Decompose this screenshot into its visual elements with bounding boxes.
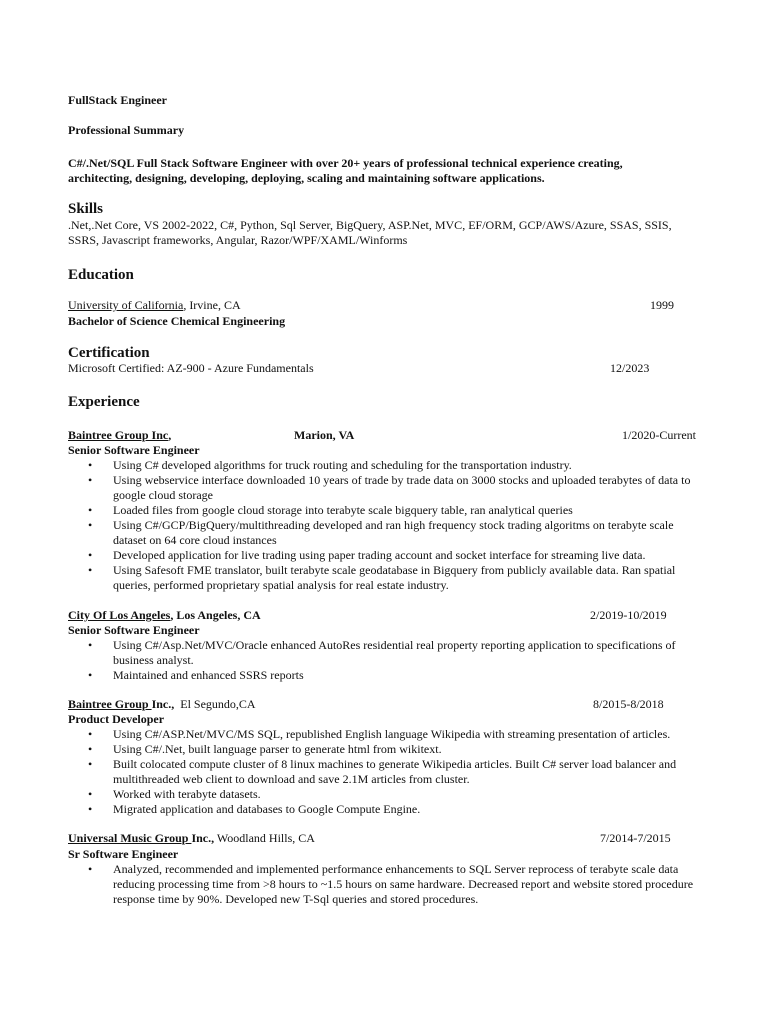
job-bullets bbox=[68, 638, 708, 683]
job-company: City Of Los Angeles bbox=[68, 608, 171, 622]
education-line bbox=[68, 298, 241, 313]
list-item: • Using C#/ASP.Net/MVC/MS SQL, republished English language Wikipedia with streaming presentation of articles. bbox=[68, 727, 708, 742]
list-item: • Built colocated compute cluster of 8 linux machines to generate Wikipedia articles. Built C# server load balancer and multithreaded web client to download and save 2.1M articles from cluster. bbox=[68, 757, 708, 787]
job-company: Universal Music Group bbox=[68, 831, 192, 845]
skills-text: .Net,.Net Core, VS 2002-2022, C#, Python, Sql Server, BigQuery, ASP.Net, MVC, EF/ORM, GCP/AWS/Azure, SSAS, SSIS, SSRS, Javascript frameworks, Angular, Razor/WPF/XAML/Winforms bbox=[68, 218, 672, 247]
certification-date: 12/2023 bbox=[610, 361, 650, 375]
job-role: Sr Software Engineer bbox=[68, 847, 179, 861]
job-company-suffix: , Los Angeles, CA bbox=[170, 608, 261, 622]
job-role: Senior Software Engineer bbox=[68, 623, 200, 637]
skills-heading: Skills bbox=[68, 201, 104, 217]
list-item: • Loaded files from google cloud storage into terabyte scale bigquery table, ran analytical queries bbox=[68, 503, 708, 518]
job-company-suffix: Inc., bbox=[151, 697, 175, 711]
job-company-line bbox=[68, 428, 171, 443]
list-item: • Using C#/Asp.Net/MVC/Oracle enhanced AutoRes residential real property reporting application to specifications of business analyst. bbox=[68, 638, 708, 668]
school-location: , Irvine, CA bbox=[183, 298, 241, 312]
job-company: Baintree Group Inc bbox=[68, 428, 169, 442]
education-year: 1999 bbox=[650, 298, 674, 312]
list-item: • Using C#/.Net, built language parser to generate html from wikitext. bbox=[68, 742, 708, 757]
job-bullets bbox=[68, 862, 708, 907]
job-location: El Segundo,CA bbox=[174, 697, 256, 711]
list-item: • Using C#/GCP/BigQuery/multithreading developed and ran high frequency stock trading algoritms on terabyte scale dataset on 64 core cloud instances bbox=[68, 518, 708, 548]
job-dates: 8/2015-8/2018 bbox=[593, 697, 664, 711]
job-company-line bbox=[68, 831, 315, 846]
list-item: • Using Safesoft FME translator, built terabyte scale geodatabase in Bigquery from publicly available data. Ran spatial queries, performed proprietary spatial analysis for real estate industry. bbox=[68, 563, 708, 593]
summary-heading: Professional Summary bbox=[68, 123, 185, 137]
job-company-suffix: , bbox=[168, 428, 172, 442]
job-location: Marion, VA bbox=[294, 428, 355, 442]
list-item: • Developed application for live trading using paper trading account and socket interface for streaming live data. bbox=[68, 548, 708, 563]
summary-text: C#/.Net/SQL Full Stack Software Engineer with over 20+ years of professional technical experience creating, architecting, designing, developing, deploying, scaling and maintaining software applications. bbox=[68, 156, 623, 185]
job-dates: 2/2019-10/2019 bbox=[590, 608, 667, 622]
certification-name: Microsoft Certified: AZ-900 - Azure Fundamentals bbox=[68, 361, 314, 375]
resume-title: FullStack Engineer bbox=[68, 93, 168, 107]
job-bullets bbox=[68, 727, 708, 817]
list-item: • Worked with terabyte datasets. bbox=[68, 787, 708, 802]
job-company-suffix: Inc., bbox=[191, 831, 215, 845]
list-item: • Using C# developed algorithms for truck routing and scheduling for the transportation industry. bbox=[68, 458, 708, 473]
job-company-line bbox=[68, 697, 256, 712]
list-item: • Maintained and enhanced SSRS reports bbox=[68, 668, 708, 683]
job-dates: 7/2014-7/2015 bbox=[600, 831, 671, 845]
school-name: University of California bbox=[68, 298, 184, 312]
job-location: Woodland Hills, CA bbox=[214, 831, 315, 845]
job-role: Senior Software Engineer bbox=[68, 443, 200, 457]
job-bullets bbox=[68, 458, 708, 593]
job-dates: 1/2020-Current bbox=[622, 428, 696, 442]
degree: Bachelor of Science Chemical Engineering bbox=[68, 314, 286, 328]
certification-heading: Certification bbox=[68, 345, 150, 361]
job-company: Baintree Group bbox=[68, 697, 152, 711]
list-item: • Analyzed, recommended and implemented performance enhancements to SQL Server reprocess of terabyte scale data reducing processing time from >8 hours to ~1.5 hours on same hardware. Decreased report and website stored procedure response time by 90%. Developed new T-Sql queries and stored procedures. bbox=[68, 862, 708, 907]
list-item: • Using webservice interface downloaded 10 years of trade by trade data on 3000 stocks and uploaded terabytes of data to google cloud storage bbox=[68, 473, 708, 503]
list-item: • Migrated application and databases to Google Compute Engine. bbox=[68, 802, 708, 817]
job-company-line bbox=[68, 608, 261, 623]
education-heading: Education bbox=[68, 267, 134, 283]
experience-heading: Experience bbox=[68, 394, 140, 410]
job-role: Product Developer bbox=[68, 712, 165, 726]
